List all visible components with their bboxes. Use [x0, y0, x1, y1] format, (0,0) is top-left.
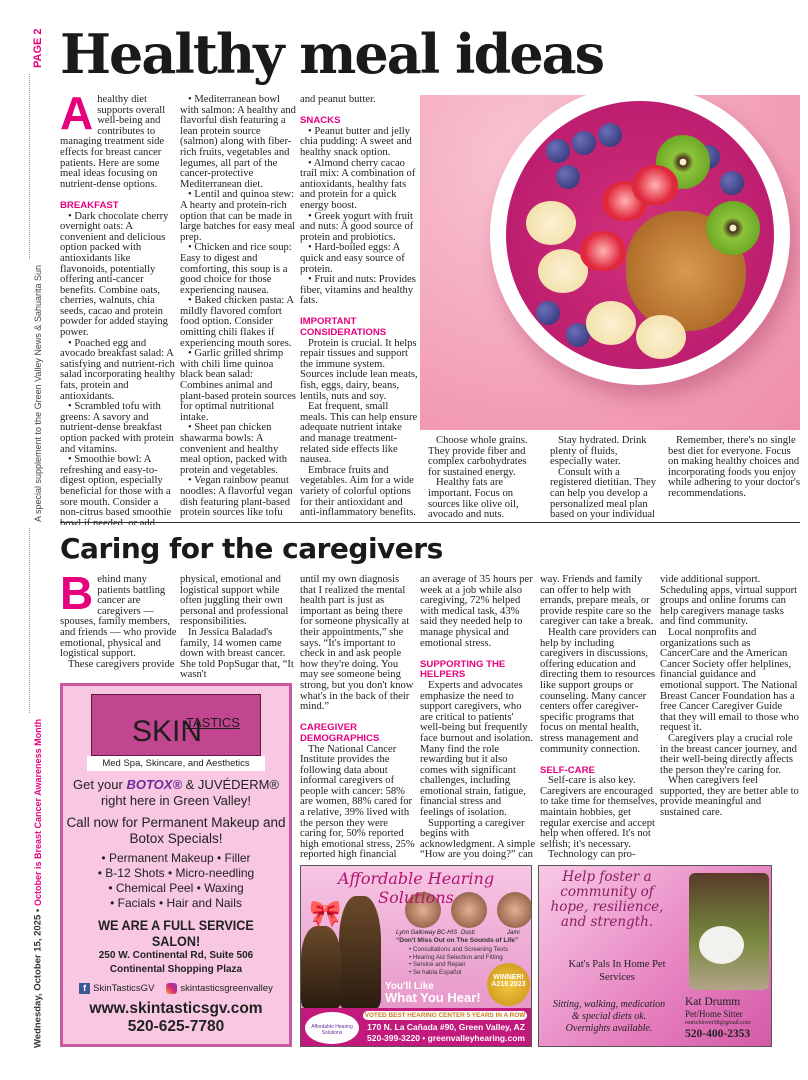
paragraph: physical, emotional and logistical support while often juggling their own personal and professional responsibilities. — [180, 575, 289, 628]
service-item: • Se habla Español — [409, 968, 462, 976]
section-heading: CAREGIVER DEMOGRAPHICS — [300, 722, 380, 744]
business-name: Kat's Pals In Home Pet Services — [568, 959, 666, 983]
drop-cap: B — [60, 575, 94, 619]
instagram-handle: skintasticsgreenvalley — [180, 983, 273, 995]
dotted-rule — [29, 528, 30, 713]
blueberry — [598, 123, 622, 147]
offer-text: & JUVÉDERM® — [182, 777, 280, 792]
ad-website[interactable]: www.skintasticsgv.com — [89, 1000, 263, 1018]
ad-tagline: Med Spa, Skincare, and Aesthetics — [87, 756, 265, 771]
paragraph: until my own diagnosis that I realized the mental health part is just as important as being there for someone physically at their appointments,” she says. “It's important to check in and ask people how they're doing. You may see someone being strong, but you don't know what's in the back of their mind.” — [300, 575, 414, 713]
paragraph: • Hard-boiled eggs: A quick and easy source of protein. — [300, 242, 405, 275]
paragraph: • Baked chicken pasta: A mildly flavored comfort food option. Consider omitting chili flakes if experiencing mouth sores. — [180, 295, 294, 349]
banana-slice — [636, 315, 686, 359]
address-line: 170 N. La Cañada #90, Green Valley, AZ — [367, 1022, 525, 1032]
paragraph: • Greek yogurt with fruit and nuts: A good source of protein and probiotics. — [300, 210, 414, 243]
paragraph: The National Cancer Institute provides the following data about informal caregivers of people with cancer: 58% are women, 88% cared for a relative, 39% lived with the person they were caring for, 50% reported high emotional stress, 25% reported high financial — [300, 743, 415, 861]
blueberry — [720, 171, 744, 195]
instagram-link[interactable] — [166, 983, 272, 994]
article-headline-caregivers: Caring for the caregivers — [60, 532, 443, 565]
service-line: • Chemical Peel • Waxing — [108, 881, 244, 895]
ad-kats-pals[interactable] — [538, 865, 772, 1047]
offer-text: Get your — [72, 777, 127, 792]
address-line: 250 W. Continental Rd, Suite 506 — [98, 950, 254, 961]
paragraph: • Poached egg and avocado breakfast salad: A satisfying and nutrient-rich salad incorporating healthy fats, protein and antioxidants. — [60, 337, 176, 402]
blueberry — [536, 301, 560, 325]
ad-slogan — [385, 981, 481, 1005]
section-divider — [60, 522, 800, 523]
dotted-rule — [29, 74, 30, 259]
paragraph: Embrace fruits and vegetables. Aim for a wide variety of colorful options for their antioxidant and anti-inflammatory benefits. — [300, 464, 416, 519]
ad-skintastics[interactable] — [60, 683, 292, 1047]
slogan-line: You'll Like — [385, 981, 434, 992]
ad-contact — [365, 1022, 527, 1044]
slogan-line: What You Hear! — [385, 990, 481, 1005]
supplement-note: A special supplement to the Green Valley News & Sahuarita Sun — [33, 264, 43, 522]
text-column — [180, 575, 298, 680]
paragraph: Stay hydrated. Drink plenty of fluids, especially water. — [550, 436, 647, 468]
ad-footer-band — [301, 1008, 531, 1047]
page-number: PAGE 2 — [32, 27, 44, 68]
acai-bowl-photo — [420, 95, 800, 430]
paragraph: Remember, there's no single best diet for everyone. Focus on making healthy choices and incorporating foods you enjoy while adhering to your doctor's recommendations. — [668, 436, 800, 499]
service-line: • B-12 Shots • Micro-needling — [97, 866, 255, 880]
winner-badge: WINNER! A219 2023 — [487, 963, 530, 1006]
paragraph: Self-care is also key. Caregivers are encouraged to take time for themselves, maintain hobbies, get regular exercise and accept help when offered. It's not selfish; it's necessary. — [540, 775, 658, 850]
paragraph: • Chicken and rice soup: Easy to digest and comforting, this soup is a good choice for those experiencing nausea. — [180, 242, 292, 296]
staff-name: Jami — [507, 930, 520, 936]
white-cat — [699, 926, 744, 964]
blueberry — [546, 139, 570, 163]
facebook-handle: SkinTasticsGV — [93, 983, 155, 995]
service-item: • Consultations and Screening Tests — [409, 946, 509, 953]
text-column — [660, 575, 800, 861]
paragraph: Protein is crucial. It helps repair tissues and support the immune system. Sources include lean meats, fish, eggs, dairy, beans, lentils, nuts and soy. — [300, 337, 418, 402]
paragraph: Experts and advocates emphasize the need to support caregivers, who are critical to patients' well-being but frequently face burnout and isolation. Many find the role rewarding but it also comes with significant challenges, including emotional strain, fatigue, financial stress and feelings of isolation. — [420, 679, 533, 819]
owner-name: Kat Drumm — [685, 996, 741, 1008]
offer-location: right here in Green Valley! — [100, 793, 252, 808]
paragraph: Local nonprofits and organizations such as CancerCare and the American Cancer Society offer helplines, financial guidance and emotional support. The National Breast Cancer Foundation has a free Cancer Caregiver Guide that they will email to those who request it. — [660, 626, 799, 734]
paragraph: and peanut butter. — [300, 95, 376, 105]
paragraph: vide additional support. Scheduling apps, virtual support groups and online forums can help caregivers manage tasks and find community. — [660, 575, 798, 628]
article-headline-meal-ideas: Healthy meal ideas — [60, 22, 604, 86]
text-column — [180, 95, 298, 525]
paragraph: • Scrambled tofu with greens: A savory and nutrient-dense breakfast option packed with protein and vitamins. — [60, 401, 174, 455]
paragraph: Caregivers play a crucial role in the breast cancer journey, and their well-being directly affects the person they're caring for. — [660, 732, 797, 776]
address-line: Continental Shopping Plaza — [109, 964, 243, 975]
ad-services — [63, 851, 289, 911]
ad-call: Call now for Permanent Makeup and Botox Specials! — [66, 815, 286, 846]
paragraph: an average of 35 hours per week at a job while also caregiving, 72% helped with medical task, 43% said they needed help to manage physical and emotional stress. — [420, 575, 533, 649]
ad-title: Affordable Hearing Solutions — [337, 869, 495, 907]
contact-line[interactable]: 520-399-3220 • greenvalleyhearing.com — [367, 1033, 525, 1043]
ad-headline: Help foster a community of hope, resilience, and strength. — [550, 869, 664, 930]
blueberry — [556, 165, 580, 189]
paragraph: way. Friends and family can offer to help with errands, prepare meals, or provide respite care so the caregiver can take a break. — [540, 575, 654, 628]
german-shepherd-image — [339, 896, 381, 1008]
paragraph: • Garlic grilled shrimp with chili lime quinoa black bean salad: Combines animal and plant-based protein sources for optimal nutritional intake. — [180, 348, 296, 423]
ad-phone: 520-625-7780 — [127, 1018, 225, 1036]
ad-quote: “Don't Miss Out on The Sounds of Life” — [396, 937, 519, 944]
section-heading: SNACKS — [300, 115, 341, 127]
botox-brand: BOTOX® — [126, 777, 183, 792]
paragraph: These caregivers provide — [68, 658, 175, 670]
paragraph: When caregivers feel supported, they are better able to provide meaningful and sustained care. — [660, 775, 799, 819]
paragraph: Eat frequent, small meals. This can help ensure adequate nutrient intake and manage treatment-related side effects like nausea. — [300, 401, 418, 466]
service-item: • Service and Repair — [409, 961, 466, 969]
owner-role: Pet/Home Sitter — [685, 1009, 743, 1019]
paragraph: • Smoothie bowl: A refreshing and easy-to-digest option, especially beneficial for those with a sore mouth. Consider a non-citrus based smoothie — [60, 454, 172, 519]
kiwi-slice — [706, 201, 760, 255]
logo-superscript: TASTICS — [186, 715, 240, 730]
paragraph: • Almond cherry cacao trail mix: A combination of antioxidants, healthy fats and protein for a quick energy boost. — [300, 157, 416, 211]
banana-slice — [586, 301, 636, 345]
service-line: • Permanent Makeup • Filler — [101, 851, 251, 865]
text-column — [540, 575, 658, 861]
staff-name: Dusti — [461, 930, 475, 936]
text-column — [428, 436, 540, 520]
ad-offer — [63, 777, 289, 809]
facebook-icon: f — [79, 983, 90, 994]
paragraph: • Vegan rainbow peanut noodles: A flavorful vegan dish featuring plant-based protein sources like tofu — [180, 475, 293, 519]
paragraph: • Peanut butter and jelly chia pudding: A sweet and healthy snack option. — [300, 125, 412, 158]
paragraph: Technology can pro- — [548, 849, 636, 861]
logo-text: SKIN — [132, 715, 203, 748]
staff-name: Lynn Galloway BC-HIS — [396, 930, 458, 936]
paragraph: Choose whole grains. They provide fiber and complex carbohydrates for sustained energy. — [428, 436, 528, 478]
paragraph: healthy diet supports overall well-being and contributes to managing treatment side effects for breast cancer patients. Here are some meal ideas focusing on nutrient-dense options. — [60, 95, 166, 190]
paragraph: Supporting a caregiver begins with acknowledgment. A simple “How are you doing?” can — [420, 817, 536, 861]
section-heading: SUPPORTING THE HELPERS — [420, 658, 506, 681]
facebook-link[interactable] — [79, 983, 154, 994]
paragraph: • Sheet pan chicken shawarma bowls: A convenient and healthy meal option, packed with protein and vegetables. — [180, 422, 288, 476]
paragraph: • Fruit and nuts: Provides fiber, vitamins and healthy fats. — [300, 274, 416, 307]
paragraph: In Jessica Baladad's family, 14 women came down with breast cancer. She told PopSugar that, “It wasn't — [180, 626, 294, 680]
paragraph: • Mediterranean bowl with salmon: A healthy and flavorful dish featuring a lean protein source (salmon) along with fiber-rich fruits, vegetables and legumes, all part of the cancer-protective Mediterranean diet. — [180, 95, 296, 190]
text-column — [300, 95, 418, 525]
ad-full-service: WE ARE A FULL SERVICE SALON! — [98, 917, 254, 949]
ad-social — [63, 983, 289, 994]
paragraph: ehind many patients battling cancer are caregivers — spouses, family members, and friends — who provide emotional, physical and logistical support. — [60, 575, 177, 660]
bowl — [490, 95, 790, 385]
text-column — [60, 575, 178, 680]
text-column — [300, 575, 416, 861]
awareness-banner: October is Breast Cancer Awareness Month — [33, 719, 43, 907]
text-column — [668, 436, 800, 520]
section-heading: IMPORTANT CONSIDERATIONS — [300, 316, 387, 339]
german-shepherd-image — [301, 926, 341, 1008]
banana-slice — [526, 201, 576, 245]
issue-date: Wednesday, October 15, 2025 • — [32, 908, 44, 1048]
paragraph: • Lentil and quinoa stew: A hearty and protein-rich option that can be made in large batches for easy meal prep. — [180, 189, 296, 243]
instagram-icon — [166, 983, 177, 994]
service-item: • Hearing Aid Selection and Fitting — [409, 953, 503, 961]
text-column — [60, 95, 178, 525]
text-column — [420, 575, 536, 861]
paragraph: Healthy fats are important. Focus on sources like olive oil, avocado and nuts. — [428, 477, 519, 520]
blueberry — [572, 131, 596, 155]
service-description: Sitting, walking, medication & special diets ok. Overnights available. — [552, 999, 666, 1034]
skintastics-logo — [91, 694, 261, 756]
drop-cap: A — [60, 95, 94, 139]
text-column — [550, 436, 662, 520]
paragraph: Consult with a registered dietitian. They can help you develop a personalized meal plan based on your individual — [550, 466, 656, 520]
section-heading: SELF-CARE — [540, 764, 595, 776]
ad-address — [63, 949, 289, 977]
page-margin-strip — [29, 28, 47, 1048]
paragraph: • Dark chocolate cherry overnight oats: A convenient and delicious option packed with antioxidants like flavonoids, potentially offering anti-cancer benefits. Combine oats, cherries, walnuts, chia seeds, cacao and protein powder for added staying power. — [60, 210, 169, 339]
hearing-logo: Affordable Hearing Solutions — [305, 1012, 359, 1044]
strawberry — [580, 231, 626, 271]
owner-email[interactable]: ostrichlover58@gmail.com — [685, 1020, 751, 1026]
paragraph: Health care providers can help by including caregivers in discussions, offering education and directing them to resources like support groups or counseling. Many cancer centers offer caregiver-specific programs that focus on mental health, stress management and community connection. — [540, 626, 657, 755]
service-line: • Facials • Hair and Nails — [110, 896, 242, 910]
voted-banner: VOTED BEST HEARING CENTER 5 YEARS IN A ROW — [364, 1012, 526, 1019]
pink-ribbon-icon: 🎀 — [309, 898, 342, 928]
owner-phone: 520-400-2353 — [685, 1028, 751, 1040]
ad-affordable-hearing[interactable] — [300, 865, 532, 1047]
section-heading: BREAKFAST — [60, 199, 119, 211]
strawberry — [632, 165, 678, 205]
smoothie-bowl-contents — [506, 101, 774, 369]
